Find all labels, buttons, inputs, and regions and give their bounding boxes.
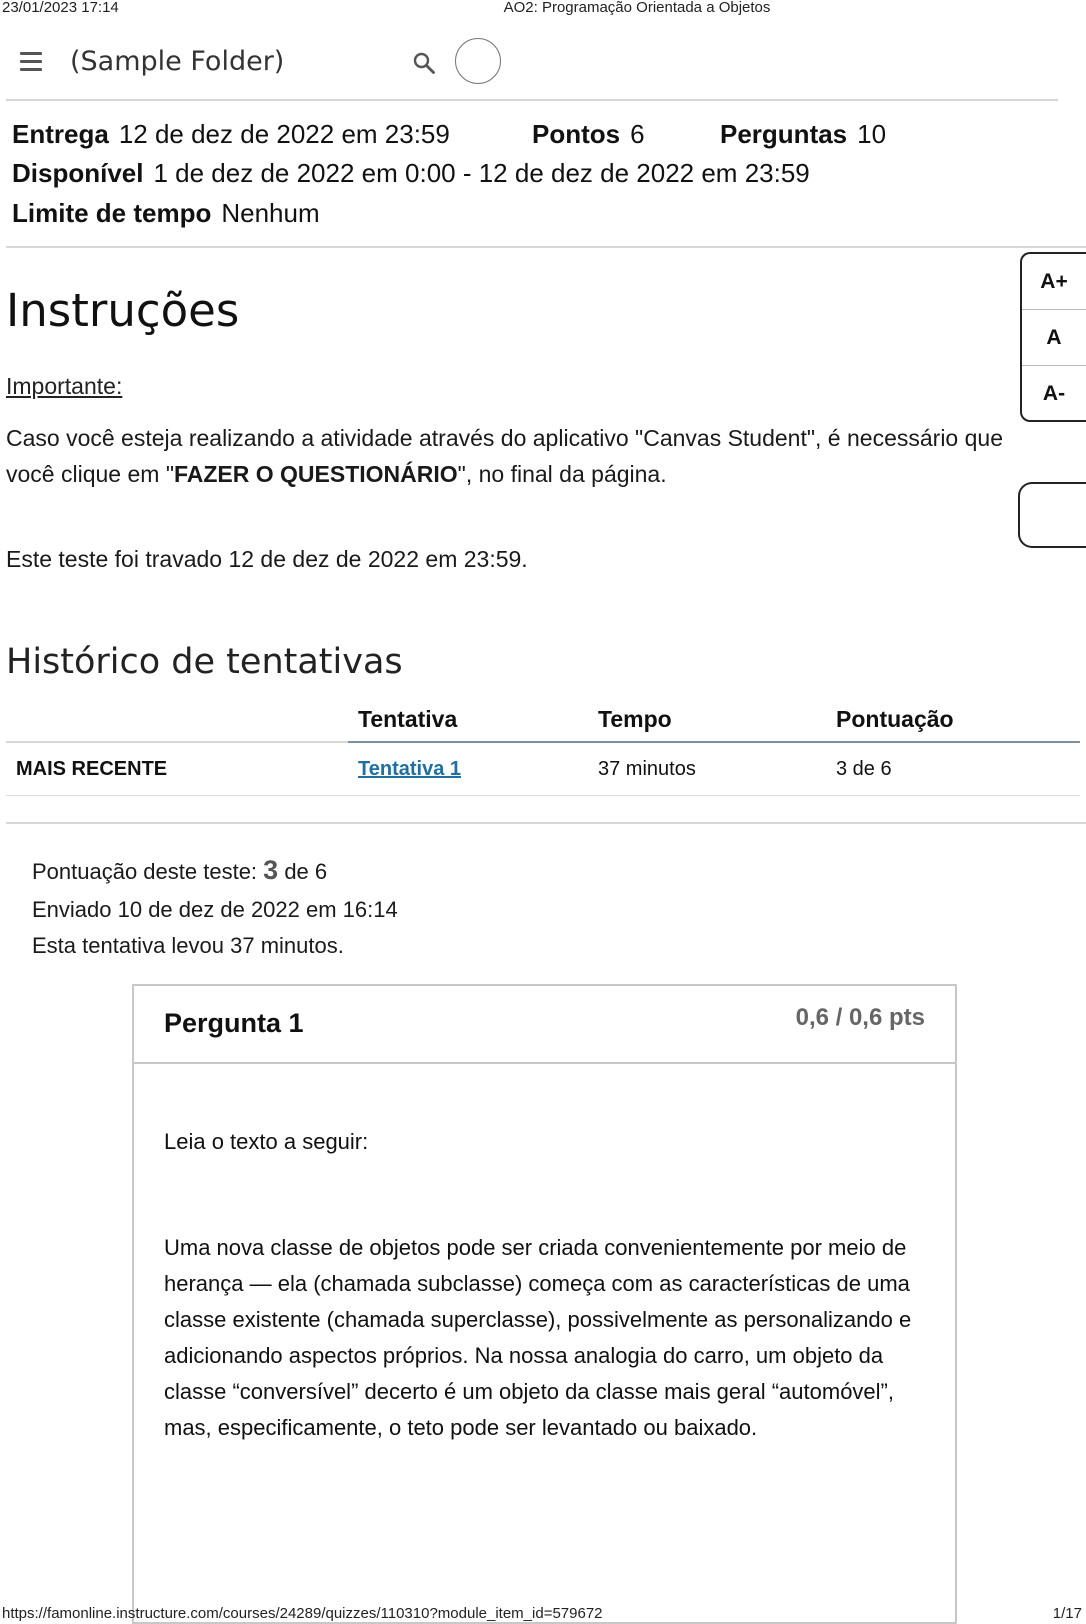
quiz-meta-points — [532, 118, 645, 150]
quiz-meta-time-limit — [12, 197, 320, 229]
search-icon[interactable] — [412, 51, 436, 75]
print-url: https://famonline.instructure.com/courses/24289/quizzes/110310?module_item_id=579672 — [2, 1605, 603, 1622]
font-reset-button[interactable]: A — [1022, 310, 1086, 366]
pontos-label: Pontos — [532, 119, 621, 149]
question-text: Uma nova classe de objetos pode ser criada convenientemente por meio de herança — ela (chamada subclasse) começa com as características de uma classe existente (chamada superclasse), possivelmente as personalizando e adicionando aspectos próprios. Na nossa analogia do carro, um objeto da classe “conversível” decerto é um objeto da classe mais geral “automóvel”, mas, especificamente, o teto pode ser levantado ou baixado. — [164, 1235, 912, 1440]
disponivel-value: 1 de dez de 2022 em 0:00 - 12 de dez de 2022 em 23:59 — [153, 158, 810, 188]
score-prefix: Pontuação deste teste: — [32, 859, 264, 884]
divider — [6, 246, 1086, 248]
perguntas-value: 10 — [857, 119, 887, 149]
quiz-meta-questions — [720, 118, 886, 150]
score-value: 3 — [263, 855, 279, 885]
attempt-time: 37 minutos — [588, 742, 826, 796]
instructions-text-1: Caso você esteja realizando a atividade através do aplicativo "Canvas Student", é necessário que você clique em — [6, 425, 1003, 487]
divider — [6, 99, 1058, 101]
limite-label: Limite de tempo — [12, 198, 212, 228]
print-page-number: 1/17 — [1052, 1605, 1082, 1622]
font-size-panel — [1020, 252, 1086, 422]
question-header — [134, 986, 955, 1064]
question-body — [134, 1124, 955, 1446]
print-page-title: AO2: Programação Orientada a Objetos — [503, 0, 771, 16]
folder-title: (Sample Folder) — [70, 46, 285, 77]
importante-label: Importante: — [6, 373, 123, 399]
attempt-score: 3 de 6 — [826, 742, 1080, 796]
submitted-date: Enviado 10 de dez de 2022 em 16:14 — [32, 897, 398, 922]
attempt-duration: Esta tentativa levou 37 minutos. — [32, 933, 344, 958]
instructions-heading: Instruções — [6, 284, 240, 337]
instructions-text-2: ", no final da página. — [457, 461, 667, 487]
divider — [6, 822, 1086, 824]
table-header-row — [6, 697, 1080, 742]
perguntas-label: Perguntas — [720, 119, 848, 149]
question-card — [132, 984, 957, 1624]
quiz-meta-available — [12, 157, 810, 189]
attempt-history-table — [6, 697, 1080, 796]
avatar-button[interactable] — [455, 38, 501, 84]
font-increase-button[interactable]: A+ — [1022, 254, 1086, 310]
column-header-score: Pontuação — [826, 697, 1080, 742]
attempt-link[interactable]: Tentativa 1 — [358, 757, 461, 780]
side-tab-button[interactable] — [1018, 482, 1086, 548]
question-points: 0,6 / 0,6 pts — [795, 1004, 925, 1031]
row-label: MAIS RECENTE — [6, 742, 348, 796]
question-intro: Leia o texto a seguir: — [164, 1129, 369, 1154]
print-datetime: 23/01/2023 17:14 — [2, 0, 119, 16]
entrega-label: Entrega — [12, 119, 109, 149]
instructions-paragraph: Caso você esteja realizando a atividade através do aplicativo "Canvas Student", é necessário que você clique em "FAZER O QUESTIONÁRIO", no final da página. — [6, 425, 1003, 487]
font-decrease-button[interactable]: A- — [1042, 381, 1066, 405]
score-summary — [32, 856, 327, 886]
column-header-time: Tempo — [588, 697, 826, 742]
quiz-locked-notice: Este teste foi travado 12 de dez de 2022 em 23:59. — [6, 546, 528, 572]
history-heading: Histórico de tentativas — [6, 642, 403, 682]
column-header-attempt: Tentativa — [348, 697, 588, 742]
question-title: Pergunta 1 — [164, 1008, 304, 1038]
entrega-value: 12 de dez de 2022 em 23:59 — [118, 119, 450, 149]
column-header — [6, 697, 348, 742]
quiz-meta-row-1 — [12, 118, 450, 150]
disponivel-label: Disponível — [12, 158, 144, 188]
instructions-emphasis: FAZER O QUESTIONÁRIO — [173, 461, 458, 487]
score-suffix: de 6 — [278, 859, 328, 884]
table-row — [6, 742, 1080, 796]
limite-value: Nenhum — [221, 198, 320, 228]
hamburger-menu-icon[interactable] — [20, 52, 42, 72]
pontos-value: 6 — [630, 119, 645, 149]
